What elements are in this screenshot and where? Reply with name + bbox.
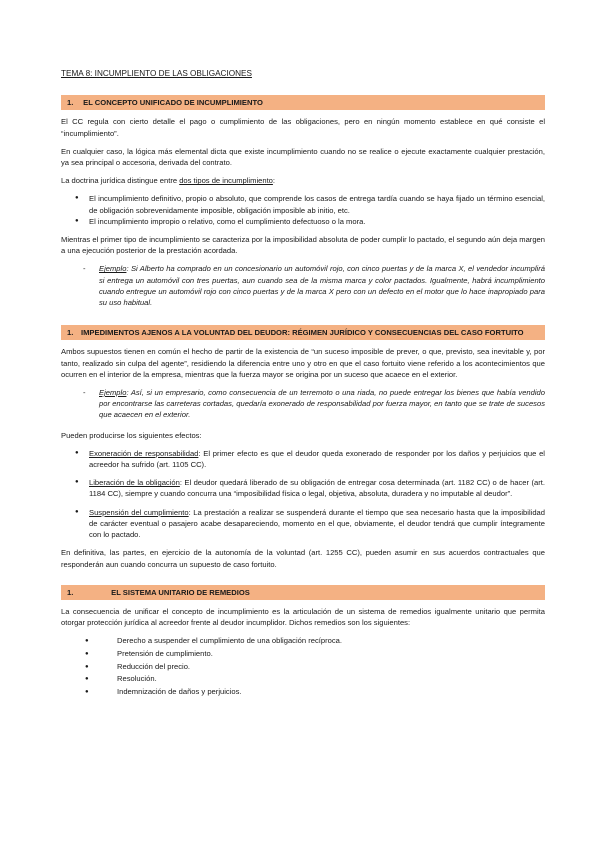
- paragraph: [61, 175, 545, 186]
- section-heading-remedios: [61, 585, 545, 600]
- section-heading-concepto: [61, 95, 545, 110]
- list-item: ● Resolución.: [85, 673, 545, 686]
- list-item: ● El incumplimiento definitivo, propio o absoluto, que comprende los casos de entrega tardía cuando se haya fijado un término esencial, de obligación sobrevenidamente imposible, obligación imposible ab initio, etc.: [75, 193, 545, 215]
- effect-label: Suspensión del cumplimiento: [89, 507, 189, 517]
- example-label: Ejemplo: [99, 388, 127, 398]
- example-text: : Así, si un empresario, como consecuencia de un terremoto o una riada, no puede entregar los bienes que había vendido por encontrarse las carreteras cortadas, quedaría exonerado de responsabilidad por fuerza mayor, en tanto que se trate de sucesos que acaecen en el exterior.: [99, 388, 545, 420]
- list-item: [75, 507, 545, 541]
- effect-text: : La prestación a realizar se suspenderá durante el tiempo que sea necesario hasta que la imposibilidad de carácter eventual o pasajero acabe desapareciendo, momento en el que, obviamente, el deudor tendrá que cumplir íntegramente con lo pactado.: [89, 507, 546, 540]
- effect-text: : El primer efecto es que el deudor queda exonerado de responder por los daños y perjuicios que el acreedor ha sufrido (art. 1105 CC).: [89, 448, 545, 470]
- underlined-term: dos tipos de incumplimiento: [179, 176, 273, 186]
- section-title: EL SISTEMA UNITARIO DE REMEDIOS: [111, 587, 250, 597]
- paragraph: En definitiva, las partes, en ejercicio de la autonomía de la voluntad (art. 1255 CC), pueden asumir en sus acuerdos contractuales que responderán aun cuando concurra un supuesto de caso fortuito.: [61, 548, 545, 569]
- paragraph: En cualquier caso, la lógica más elemental dicta que existe incumplimiento cuando no se realice o ejecute exactamente cualquier prestación, ya sea principal o accesoria, derivada del contrato.: [61, 146, 545, 168]
- example-label: Ejemplo: [99, 264, 127, 274]
- document-body: [61, 68, 545, 698]
- section-number: 1.: [67, 587, 74, 597]
- list-item: [75, 477, 545, 499]
- list-item: ● Reducción del precio.: [85, 661, 545, 674]
- dash-marker: -: [83, 264, 86, 274]
- paragraph: El CC regula con cierto detalle el pago o cumplimiento de las obligaciones, pero en ningún momento establece en qué consiste el “incumplimiento”.: [61, 117, 545, 138]
- bullet-list: [61, 193, 545, 227]
- list-item: ● Pretensión de cumplimiento.: [85, 648, 545, 661]
- example-text: : Si Alberto ha comprado en un concesionario un automóvil rojo, con cinco puertas y de la marca X, el vendedor incumplirá si entrega un automóvil con tres puertas, aun cuando sea de la misma marca y color pactados. Igualmente, habrá incumplimiento cuando entregue un automóvil rojo con cinco puertas y de la marca X pero con un defecto en el motor que lo hace inapropiado para su uso habitual.: [99, 264, 545, 308]
- section-title: IMPEDIMENTOS AJENOS A LA VOLUNTAD DEL DEUDOR: RÉGIMEN JURÍDICO Y CONSECUENCIAS DEL CASO FORTUITO: [81, 328, 524, 338]
- list-item: ● Derecho a suspender el cumplimiento de una obligación recíproca.: [85, 635, 545, 648]
- list-item: ● El incumplimiento impropio o relativo, como el cumplimiento defectuoso o la mora.: [75, 216, 545, 227]
- paragraph-text: :: [272, 176, 276, 186]
- effect-label: Exoneración de responsabilidad: [89, 448, 199, 458]
- effect-text: : El deudor quedará liberado de su obligación de entregar cosa determinada (art. 1182 CC) o de hacer (art. 1184 CC), siempre y cuando concurra una “imposibilidad física o legal, objetiva, absoluta, duradera y no imputable al deudor”.: [89, 478, 545, 499]
- paragraph-text: La doctrina jurídica distingue entre: [61, 176, 180, 186]
- list-item: [75, 448, 545, 470]
- paragraph: La consecuencia de unificar el concepto de incumplimiento es la articulación de un sistema de remedios igualmente unitario que permita otorgar protección jurídica al acreedor frente al deudor incumplidor. Dichos remedios son los siguientes:: [61, 606, 545, 628]
- page-title: TEMA 8: INCUMPLIENTO DE LAS OBLIGACIONES: [61, 69, 252, 78]
- effect-label: Liberación de la obligación: [89, 478, 180, 488]
- list-item: ● Indemnización de daños y perjuicios.: [85, 686, 545, 699]
- section-heading-impedimentos: [61, 325, 545, 340]
- dash-marker: -: [83, 388, 86, 398]
- section-number: 1.: [67, 98, 74, 108]
- example-block: [61, 263, 545, 308]
- section-title: EL CONCEPTO UNIFICADO DE INCUMPLIMIENTO: [83, 98, 263, 108]
- effects-list: [61, 448, 545, 540]
- paragraph: Mientras el primer tipo de incumplimiento se caracteriza por la imposibilidad absoluta de poder cumplir lo pactado, el segundo aún deja margen a una ejecución posterior de la prestación acordada.: [61, 235, 545, 256]
- remedies-list: [61, 635, 545, 698]
- paragraph: Pueden producirse los siguientes efectos:: [61, 430, 202, 440]
- example-block: [61, 387, 545, 421]
- paragraph: Ambos supuestos tienen en común el hecho de partir de la existencia de “un suceso imposible de prever, o que, previsto, sea inevitable y, por tanto, realizado sin culpa del agente”, residiendo la diferencia entre uno y otro en que el caso fortuito viene referido a los acontecimientos que ocurren en el interior de la empresa, mientras que la fuerza mayor se origina por un suceso que acaece en el exterior.: [61, 347, 545, 379]
- section-number: 1.: [67, 328, 74, 338]
